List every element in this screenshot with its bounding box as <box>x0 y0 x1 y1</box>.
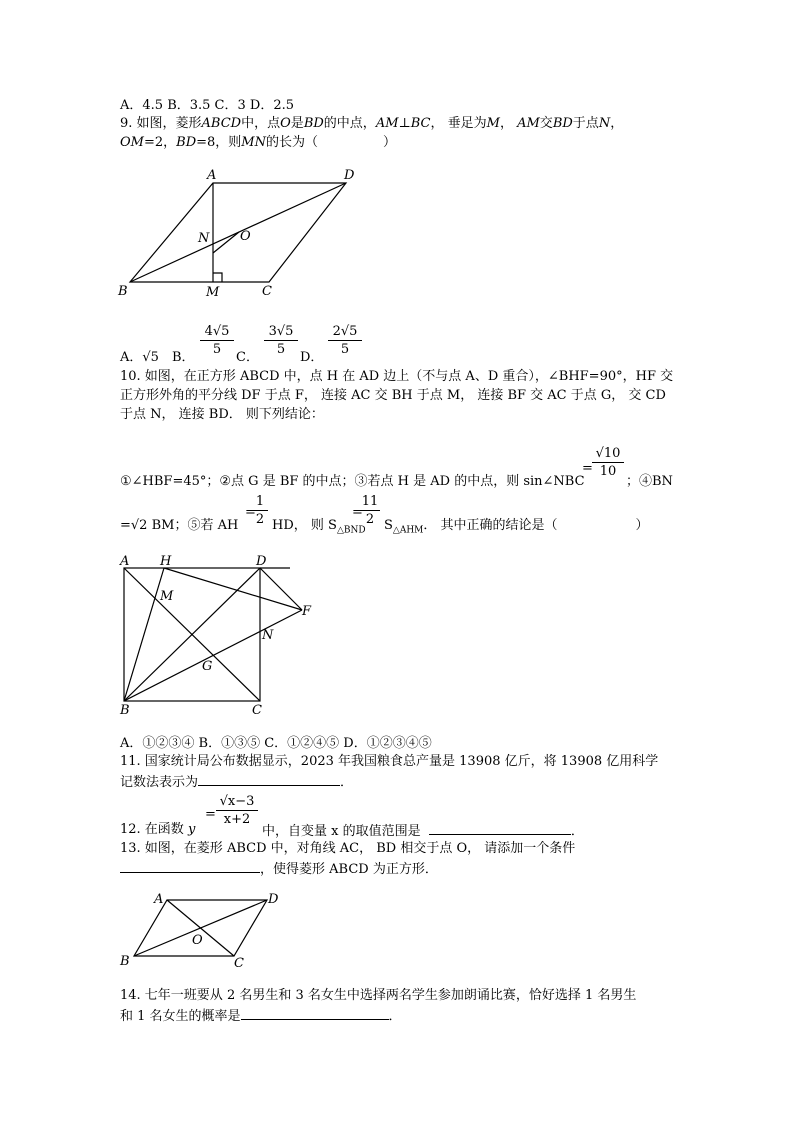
q10-eq1: = <box>582 461 593 476</box>
q12-eq: = <box>205 807 216 822</box>
q10-label-N: N <box>262 628 274 643</box>
q10-label-H: H <box>160 554 172 569</box>
q13-figure <box>112 888 287 973</box>
q9-option-d-fraction: 2√5 5 <box>328 324 362 357</box>
q10-conclusions-line2a: =√2 BM；⑤若 AH <box>120 518 239 533</box>
q13-answer-blank[interactable] <box>120 860 260 873</box>
q12-prefix: 12. 在函数 y <box>120 822 196 837</box>
q9-stem-line1: 9. 如图，菱形ABCD中，点O是BD的中点，AM⊥BC， 垂足为M， AM交BD于点N， <box>120 116 624 131</box>
q13-stem-line1: 13. 如图，在菱形 ABCD 中，对角线 AC， BD 相交于点 O， 请添加一个条件 <box>120 841 576 856</box>
q9-label-B: B <box>118 284 128 299</box>
q9-label-M: M <box>206 285 220 300</box>
q10-stem-line1: 10. 如图，在正方形 ABCD 中，点 H 在 AD 边上（不与点 A、D 重合），∠BHF=90°，HF 交 <box>120 369 674 384</box>
q9-option-b-fraction: 4√5 5 <box>200 324 234 357</box>
q12-fraction: √x−3 x+2 <box>216 794 258 827</box>
q10-options: A．①②③④ B．①③⑤ C．①②④⑤ D．①②③④⑤ <box>120 736 432 751</box>
q9-option-c-label: C． <box>236 350 259 365</box>
q9-label-O: O <box>240 229 251 244</box>
q13-label-A: A <box>154 892 164 907</box>
q10-fraction-eleven-halves: 11 2 <box>361 494 379 527</box>
q10-stem-line2: 正方形外角的平分线 DF 于点 F， 连接 AC 交 BH 于点 M， 连接 BF 交 AC 于点 G， 交 CD <box>120 388 666 403</box>
q13-label-O: O <box>192 933 203 948</box>
q10-label-F: F <box>302 604 312 619</box>
q10-conclusions-line1: ①∠HBF=45°；②点 G 是 BF 的中点；③若点 H 是 AD 的中点，则 sin∠NBC <box>120 474 585 489</box>
q12-stem: 中，自变量 x 的取值范围是 ． <box>262 824 584 839</box>
q10-conclusions-line2c: $S_{\triangle AHM}$． 其中正确的结论是（ ） <box>384 518 649 536</box>
q10-figure <box>112 550 322 718</box>
q9-option-a: A．√5 <box>120 350 159 365</box>
q10-conclusions-line2b: HD， 则 $S_{\triangle BND}$ <box>272 518 366 536</box>
q9-label-D: D <box>344 168 355 183</box>
q9-option-d-label: D． <box>300 350 324 365</box>
q14-stem-line2: 和 1 名女生的概率是 ． <box>120 1009 402 1024</box>
q13-label-B: B <box>120 954 130 969</box>
q10-eq3: = <box>352 505 363 520</box>
q10-fraction-sqrt10: √10 10 <box>592 446 624 479</box>
q10-fraction-half: 1 2 <box>252 494 268 527</box>
q10-label-C: C <box>252 703 262 718</box>
q9-option-b-label: B． <box>172 350 195 365</box>
q10-label-B: B <box>120 703 130 718</box>
q10-label-D: D <box>256 554 267 569</box>
q10-label-A: A <box>120 554 130 569</box>
q9-figure <box>110 165 370 300</box>
q9-option-c-fraction: 3√5 5 <box>264 324 298 357</box>
q9-stem-line2: OM=2，BD=8，则MN的长为（ ） <box>120 135 396 150</box>
q10-label-M: M <box>160 589 174 604</box>
q10-conclusion-4: ；④BN <box>626 474 673 489</box>
q9-label-A: A <box>207 168 217 183</box>
q10-stem-line3: 于点 N， 连接 BD． 则下列结论： <box>120 407 324 422</box>
q13-label-D: D <box>268 892 279 907</box>
q10-label-G: G <box>202 659 213 674</box>
q14-answer-blank[interactable] <box>241 1007 389 1020</box>
q10-eq2: = <box>245 505 256 520</box>
q11-answer-blank[interactable] <box>198 773 340 786</box>
q12-answer-blank[interactable] <box>429 822 571 835</box>
q9-label-C: C <box>262 284 272 299</box>
q11-stem-line2: 记数法表示为 ． <box>120 775 354 790</box>
q14-stem-line1: 14. 七年一班要从 2 名男生和 3 名女生中选择两名学生参加朗诵比赛，恰好选择 1 名男生 <box>120 988 637 1003</box>
q13-label-C: C <box>234 956 244 971</box>
q8-options: A．4.5 B．3.5 C．3 D．2.5 <box>120 98 295 113</box>
q11-stem-line1: 11. 国家统计局公布数据显示，2023 年我国粮食总产量是 13908 亿斤，将 13908 亿用科学 <box>120 754 659 769</box>
q9-label-N: N <box>198 231 210 246</box>
q13-stem-line2: ，使得菱形 ABCD 为正方形． <box>120 860 438 878</box>
